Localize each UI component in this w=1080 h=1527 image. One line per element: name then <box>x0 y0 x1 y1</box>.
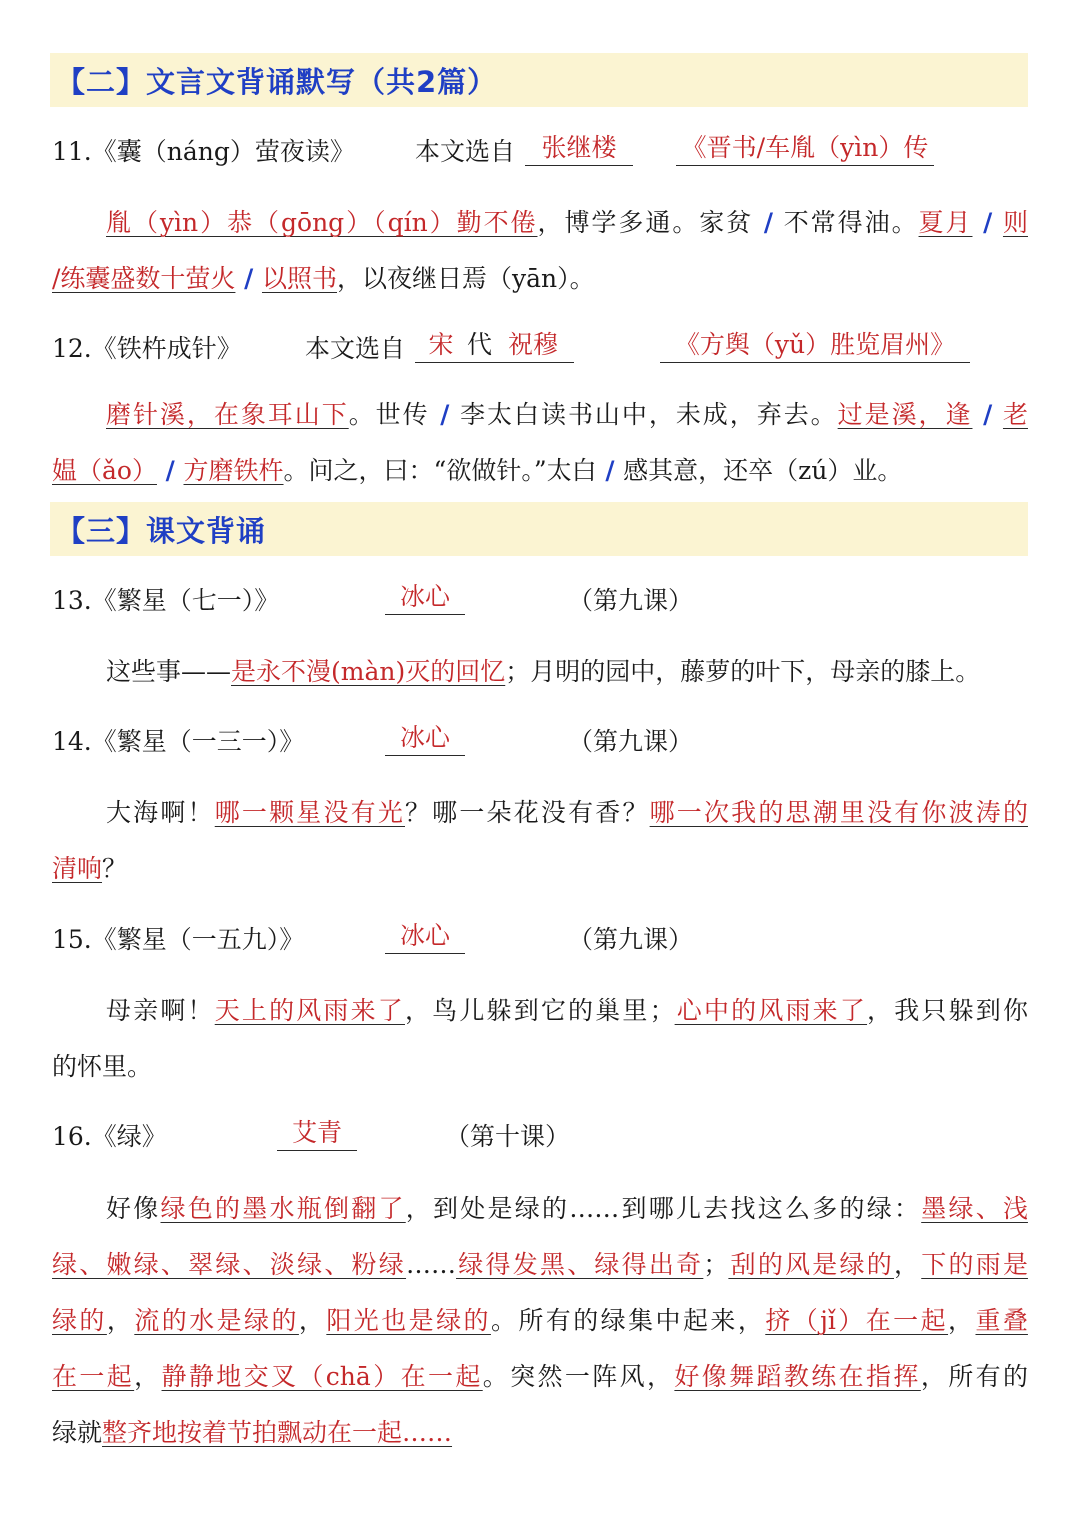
answer-text: 下的雨是 <box>921 1250 1028 1279</box>
answer-text: 墨绿、浅 <box>921 1194 1028 1223</box>
item-15-line-1 <box>106 991 1028 1031</box>
body-text: ，鸟儿躲到它的巢里； <box>404 996 675 1025</box>
answer-text: /练囊盛数十萤火 <box>52 264 236 293</box>
pause-mark: / <box>596 456 624 485</box>
answer-text: 清响 <box>52 854 103 883</box>
item-13-author-blank <box>385 577 465 617</box>
item-11-title: 11.《囊（náng）萤夜读》 <box>52 137 355 166</box>
item-11-author-blank <box>525 128 633 168</box>
answer-text: 刮的风是绿的 <box>728 1250 895 1279</box>
body-text: ， <box>106 1306 135 1335</box>
answer-text: 夏月 <box>918 208 973 237</box>
body-text: 大海啊！ <box>106 798 215 827</box>
answer-text: 绿色的墨水瓶倒翻了 <box>160 1194 406 1223</box>
item-16-lesson: （第十课） <box>445 1122 571 1151</box>
item-14-lesson: （第九课） <box>568 727 694 756</box>
answer-text: 方磨铁杵 <box>183 456 284 485</box>
body-text: ，以夜继日焉（yān）。 <box>337 264 595 293</box>
item-16-author: 艾青 <box>277 1116 357 1151</box>
pause-mark: / <box>972 208 1003 237</box>
body-text: ， <box>894 1250 922 1279</box>
item-15-line-2 <box>52 1047 1028 1087</box>
item-11-author: 张继楼 <box>525 131 633 166</box>
body-text: 。所有的绿集中起来， <box>490 1306 766 1335</box>
item-15-author: 冰心 <box>385 919 465 954</box>
answer-text: 心中的风雨来了 <box>674 996 868 1025</box>
pause-mark: / <box>972 400 1003 429</box>
answer-text: 绿的 <box>52 1306 107 1335</box>
body-text: 感其意，还卒（zú）业。 <box>623 456 903 485</box>
body-text: 李太白读书山中，未成，弃去。 <box>460 400 838 429</box>
item-12-dynasty-blank <box>415 325 574 365</box>
item-16-line-5 <box>52 1413 1028 1453</box>
answer-text: 则 <box>1002 208 1028 237</box>
answer-text: 媪（ǎo） <box>52 456 157 485</box>
item-12-line-2 <box>52 451 1028 491</box>
item-12-book-blank <box>660 325 970 365</box>
answer-text: 挤（jǐ）在一起 <box>765 1306 949 1335</box>
body-text: 好像 <box>106 1194 161 1223</box>
pause-mark: / <box>235 264 262 293</box>
item-16-line-2 <box>52 1245 1028 1285</box>
body-text: ，博学多通。家贫 <box>537 208 754 237</box>
item-12-author: 祝穆 <box>492 328 574 363</box>
section-header-recitation <box>50 502 1028 556</box>
item-13-lesson: （第九课） <box>568 586 694 615</box>
item-11-line-2 <box>52 259 1028 299</box>
pause-mark: / <box>753 208 784 237</box>
body-text: …… <box>406 1250 457 1279</box>
item-15-author-blank <box>385 916 465 956</box>
body-text: 绿就 <box>52 1418 103 1447</box>
answer-text: 哪一次我的思潮里没有你波涛的 <box>649 798 1028 827</box>
item-12-title: 12.《铁杵成针》 <box>52 334 242 363</box>
item-14-author-blank <box>385 718 465 758</box>
answer-text: 过是溪，逢 <box>837 400 973 429</box>
section-header-classical <box>50 53 1028 107</box>
answer-text: 胤（yìn）恭（gōng）（qín）勤不倦 <box>106 208 538 237</box>
item-11-line-1 <box>106 203 1028 243</box>
answer-text: 哪一颗星没有光 <box>214 798 405 827</box>
item-16-title: 16.《绿》 <box>52 1122 167 1151</box>
answer-text: 老 <box>1002 400 1028 429</box>
body-text: ？哪一朵花没有香？ <box>405 798 650 827</box>
body-text: 不常得油。 <box>783 208 919 237</box>
body-text: 。世传 <box>348 400 430 429</box>
body-text: 的怀里。 <box>52 1052 153 1081</box>
answer-text: 整齐地按着节拍飘动在一起…… <box>102 1418 453 1447</box>
item-12-book: 《方舆（yǔ）胜览眉州》 <box>660 328 970 363</box>
answer-text: 以照书 <box>261 264 337 293</box>
item-11-source-label: 本文选自 <box>415 137 516 166</box>
item-14-author: 冰心 <box>385 721 465 756</box>
item-12-dynasty-suffix: 代 <box>467 328 492 363</box>
answer-text: 绿得发黑、绿得出奇 <box>456 1250 704 1279</box>
item-13-title: 13.《繁星（七一）》 <box>52 586 280 615</box>
body-text: ， <box>134 1362 162 1391</box>
item-14-title: 14.《繁星（一三一）》 <box>52 727 305 756</box>
answer-text: 重叠 <box>975 1306 1028 1335</box>
body-text: ；月明的园中，藤萝的叶下，母亲的膝上。 <box>505 657 981 686</box>
body-text: ，到处是绿的……到哪儿去找这么多的绿： <box>405 1194 922 1223</box>
section-title: 【二】文言文背诵默写（共2篇） <box>56 64 498 99</box>
item-13-author: 冰心 <box>385 580 465 615</box>
body-text: 。突然一阵风， <box>482 1362 675 1391</box>
pause-mark: / <box>429 400 461 429</box>
body-text: 。问之，曰：“欲做针。”太白 <box>283 456 597 485</box>
item-16-line-1 <box>106 1189 1028 1229</box>
item-11-book: 《晋书/车胤（yìn）传 <box>676 131 934 166</box>
body-text: ； <box>703 1250 729 1279</box>
item-15-lesson: （第九课） <box>568 925 694 954</box>
answer-text: 绿、嫩绿、翠绿、淡绿、粉绿 <box>52 1250 407 1279</box>
body-text: ， <box>948 1306 976 1335</box>
item-15-title: 15.《繁星（一五九）》 <box>52 925 305 954</box>
body-text: 母亲啊！ <box>106 996 215 1025</box>
item-13-line-1 <box>106 652 1028 692</box>
answer-text: 好像舞蹈教练在指挥 <box>674 1362 921 1391</box>
body-text: ，我只躲到你 <box>867 996 1028 1025</box>
answer-text: 阳光也是绿的 <box>326 1306 491 1335</box>
body-text: ，所有的 <box>920 1362 1028 1391</box>
body-text: ？ <box>102 854 128 883</box>
item-16-author-blank <box>277 1113 357 1153</box>
item-12-source-label: 本文选自 <box>305 334 406 363</box>
item-14-line-2 <box>52 849 1028 889</box>
answer-text: 流的水是绿的 <box>134 1306 299 1335</box>
answer-text: 天上的风雨来了 <box>214 996 405 1025</box>
answer-text: 磨针溪，在象耳山下 <box>106 400 349 429</box>
item-16-line-3 <box>52 1301 1028 1341</box>
body-text: 这些事—— <box>106 657 232 686</box>
answer-text: 静静地交叉（chā）在一起 <box>161 1362 483 1391</box>
pause-mark: / <box>156 456 184 485</box>
answer-text: 在一起 <box>52 1362 135 1391</box>
item-12-line-1 <box>106 395 1028 435</box>
item-11-book-blank <box>676 128 934 168</box>
body-text: ， <box>298 1306 327 1335</box>
item-14-line-1 <box>106 793 1028 833</box>
item-16-line-4 <box>52 1357 1028 1397</box>
item-12-dynasty: 宋 <box>415 328 467 363</box>
answer-text: 是永不漫(màn)灭的回忆 <box>231 657 506 686</box>
section-title: 【三】课文背诵 <box>56 513 267 548</box>
